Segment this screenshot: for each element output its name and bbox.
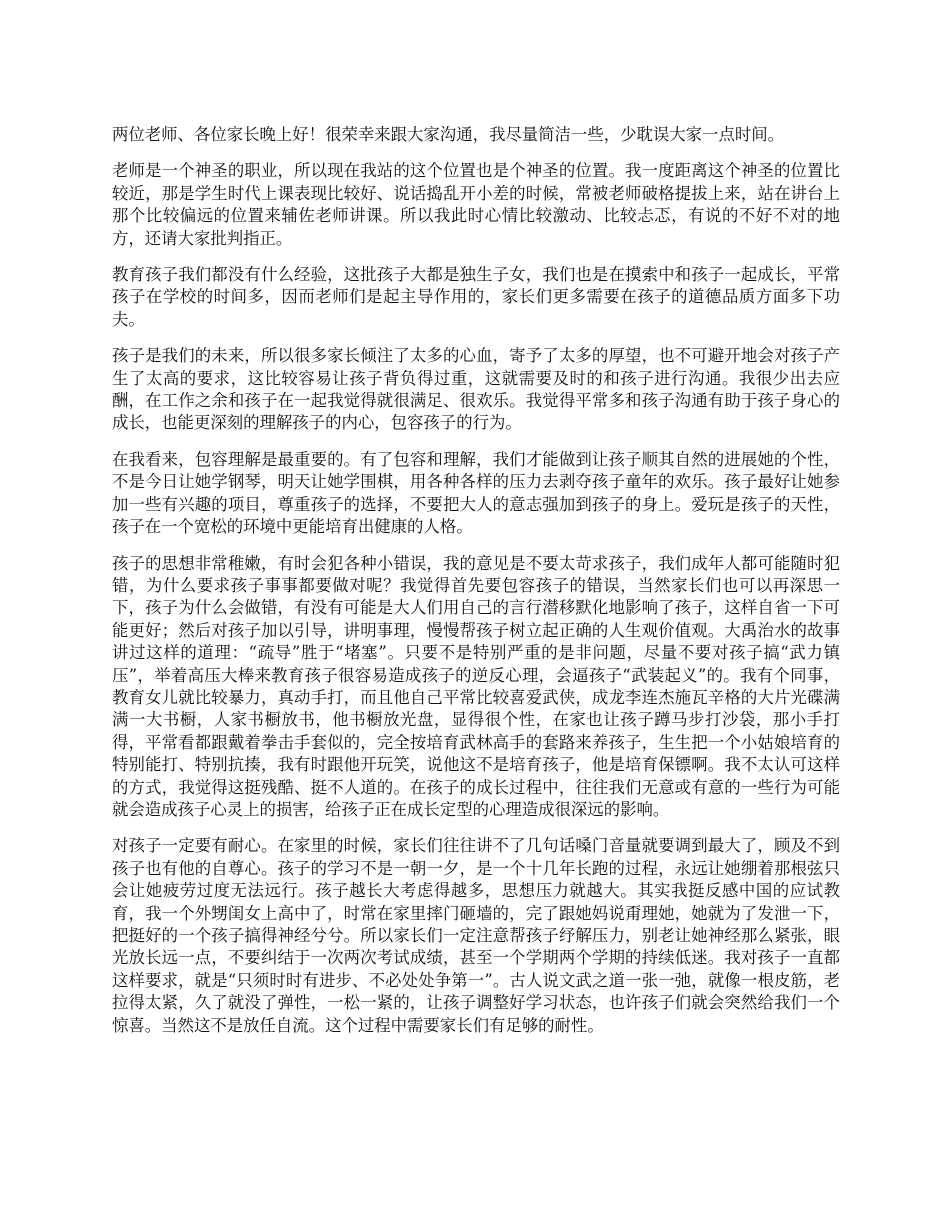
paragraph-communication: 孩子是我们的未来，所以很多家长倾注了太多的心血，寄予了太多的厚望，也不可避开地会对孩子产生了太高的要求，这比较容易让孩子背负得过重，这就需要及时的和孩子进行沟通。我很少出去应酬，在工作之余和孩子在一起我觉得就很满足、很欢乐。我觉得平常多和孩子沟通有助于孩子身心的成长，也能更深刻的理解孩子的内心，包容孩子的行为。 — [112, 346, 840, 433]
document-body — [112, 124, 840, 1051]
paragraph-tolerance: 在我看来，包容理解是最重要的。有了包容和理解，我们才能做到让孩子顺其自然的进展她的个性，不是今日让她学钢琴，明天让她学围棋，用各种各样的压力去剥夺孩子童年的欢乐。孩子最好让她参加一些有兴趣的项目，尊重孩子的选择，不要把大人的意志强加到孩子的身上。爱玩是孩子的天性，孩子在一个宽松的环境中更能培育出健康的人格。 — [112, 449, 840, 537]
paragraph-teacher-position: 老师是一个神圣的职业，所以现在我站的这个位置也是个神圣的位置。我一度距离这个神圣的位置比较近，那是学生时代上课表现比较好、说话捣乱开小差的时候，常被老师破格提拔上来，站在讲台上那个比较偏远的位置来辅佐老师讲课。所以我此时心情比较激动、比较忐忑，有说的不好不对的地方，还请大家批判指正。 — [112, 161, 840, 248]
paragraph-greeting: 两位老师、各位家长晚上好！很荣幸来跟大家沟通，我尽量简洁一些，少耽误大家一点时间。 — [112, 125, 785, 144]
paragraph-education-experience: 教育孩子我们都没有什么经验，这批孩子大都是独生子女，我们也是在摸索中和孩子一起成长，平常孩子在学校的时间多，因而老师们是起主导作用的，家长们更多需要在孩子的道德品质方面多下功夫。 — [112, 265, 840, 329]
paragraph-mistakes-guidance: 孩子的思想非常稚嫩，有时会犯各种小错误，我的意见是不要太苛求孩子，我们成年人都可能随时犯错，为什么要求孩子事事都要做对呢？我觉得首先要包容孩子的错误，当然家长们也可以再深思一下，孩子为什么会做错，有没有可能是大人们用自己的言行潜移默化地影响了孩子，这样自省一下可能更好；然后对孩子加以引导，讲明事理，慢慢帮孩子树立起正确的人生观价值观。大禹治水的故事讲过这样的道理：“疏导”胜于“堵塞”。只要不是特别严重的是非问题，尽量不要对孩子搞“武力镇压”，举着高压大棒来教育孩子很容易造成孩子的逆反心理，会逼孩子“武装起义”的。我有个同事，教育女儿就比较暴力，真动手打，而且他自己平常比较喜爱武侠，成龙李连杰施瓦辛格的大片光碟满满一大书橱，人家书橱放书，他书橱放光盘，显得很个性，在家也让孩子蹲马步打沙袋，那小手打得，平常看都跟戴着拳击手套似的，完全按培育武林高手的套路来养孩子，生生把一个小姑娘培育的特别能打、特别抗揍，我有时跟他开玩笑，说他这不是培育孩子，他是培育保镖啊。我不太认可这样的方式，我觉得这挺残酷、挺不人道的。在孩子的成长过程中，往往我们无意或有意的一些行为可能就会造成孩子心灵上的损害，给孩子正在成长定型的心理造成很深远的影响。 — [112, 553, 840, 819]
paragraph-patience: 对孩子一定要有耐心。在家里的时候，家长们往往讲不了几句话嗓门音量就要调到最大了，顾及不到孩子也有他的自尊心。孩子的学习不是一朝一夕，是一个十几年长跑的过程，永远让她绷着那根弦只会让她疲劳过度无法远行。孩子越长大考虑得越多，思想压力就越大。其实我挺反感中国的应试教育，我一个外甥闺女上高中了，时常在家里摔门砸墙的，完了跟她妈说甭理她，她就为了发泄一下，把挺好的一个孩子搞得神经兮兮。所以家长们一定注意帮孩子纾解压力，别老让她神经那么紧张，眼光放长远一点，不要纠结于一次两次考试成绩，甚至一个学期两个学期的持续低迷。我对孩子一直都这样要求，就是“只须时时有进步、不必处处争第一”。古人说文武之道一张一弛，就像一根皮筋，老拉得太紧，久了就没了弹性，一松一紧的，让孩子调整好学习状态，也许孩子们就会突然给我们一个惊喜。当然这不是放任自流。这个过程中需要家长们有足够的耐性。 — [112, 836, 840, 1035]
